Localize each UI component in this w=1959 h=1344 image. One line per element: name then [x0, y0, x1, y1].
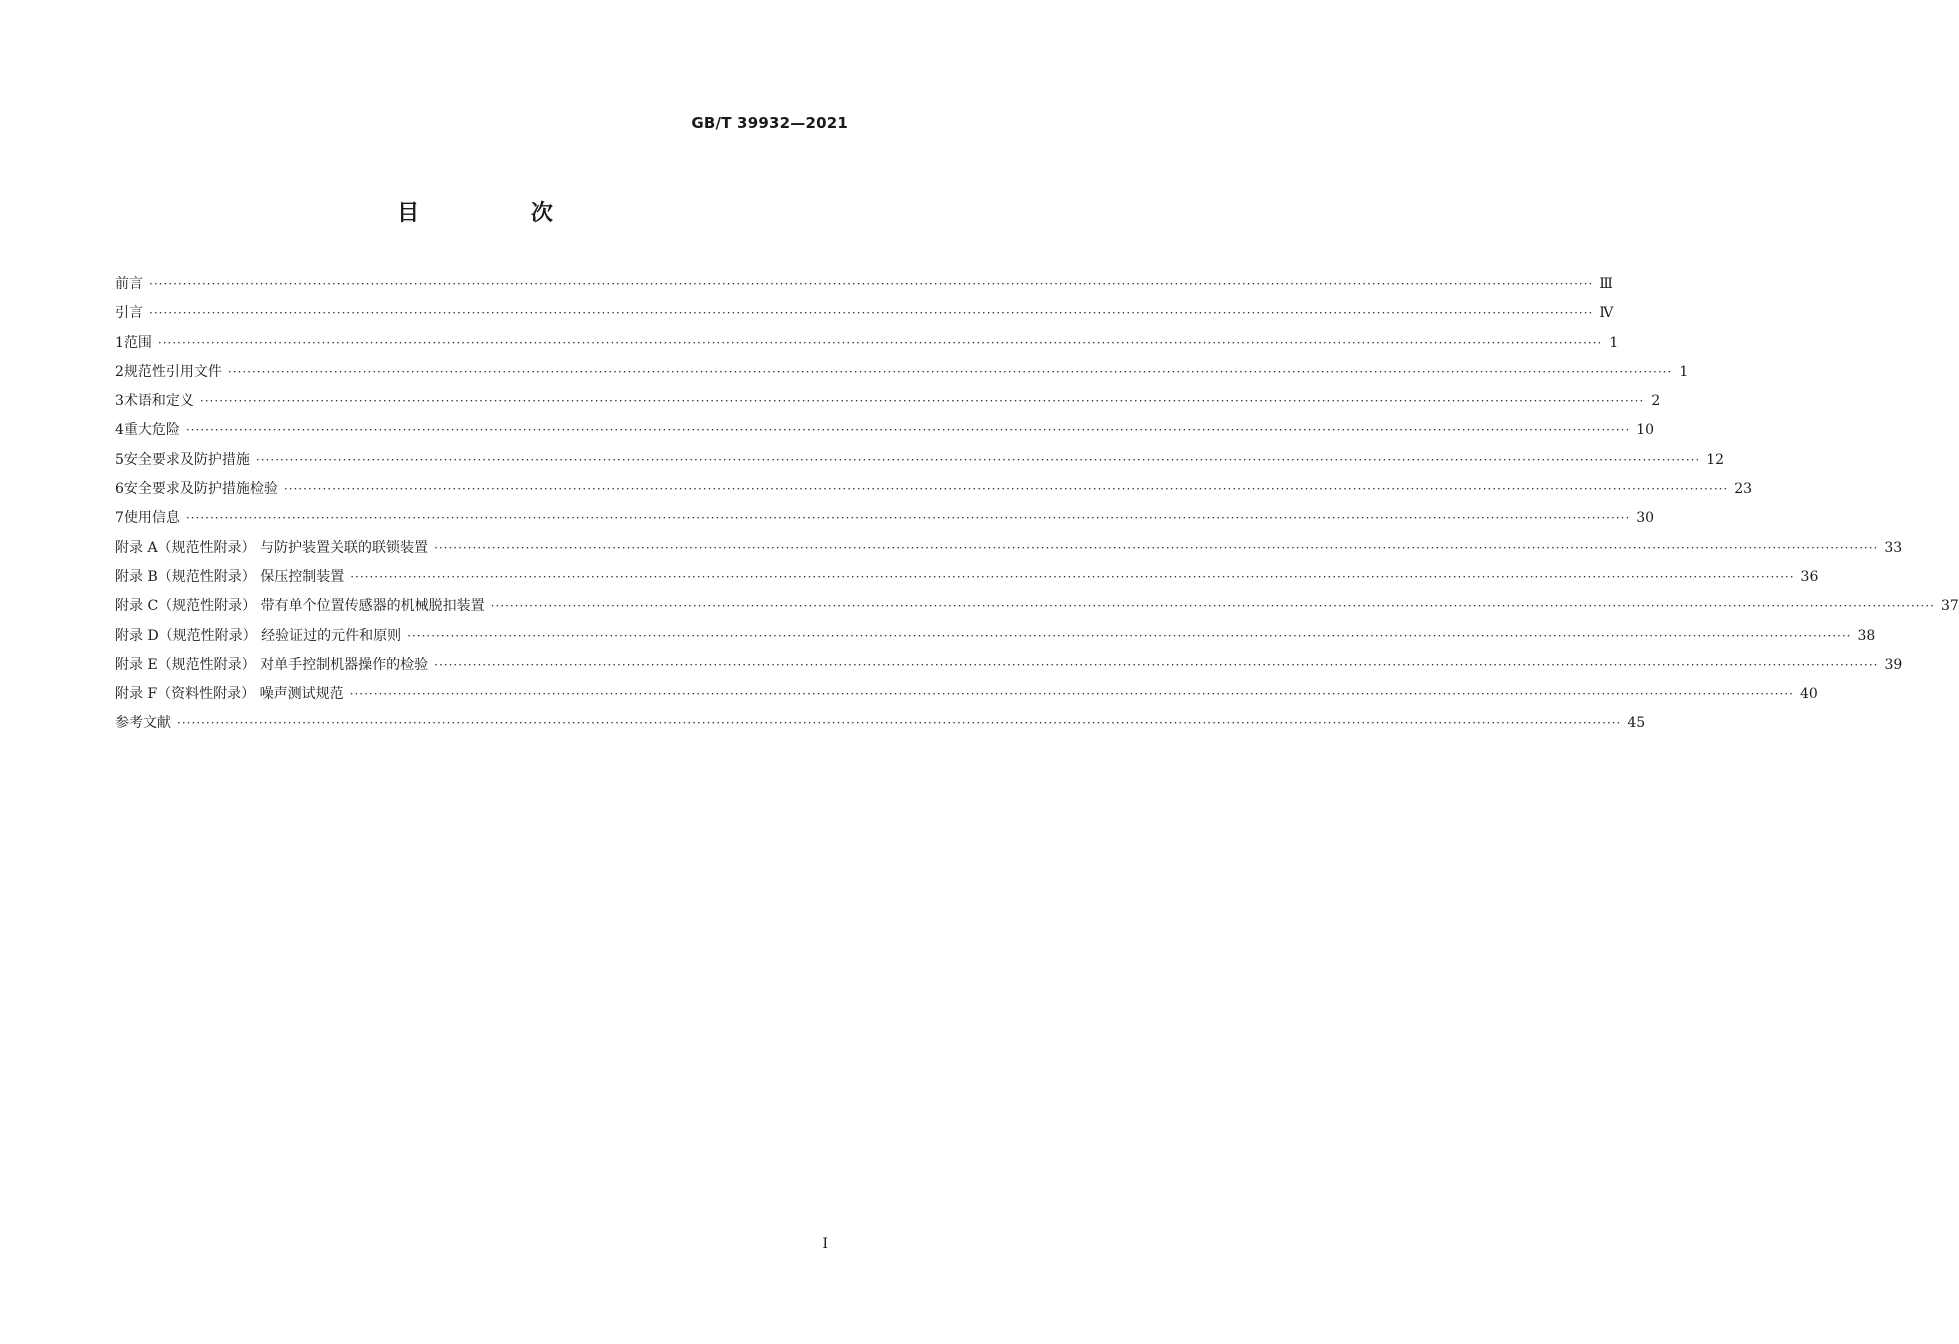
- toc-entry-bibliography[interactable]: [115, 709, 1646, 738]
- toc-entry-number: 4: [115, 422, 124, 439]
- toc-entry-introduction[interactable]: [115, 299, 1614, 328]
- toc-entry-label: 附录 A（规范性附录） 与防护装置关联的联锁装置: [115, 539, 429, 556]
- toc-entry-annex-f[interactable]: [115, 680, 1818, 709]
- toc-entry-annex-b[interactable]: [115, 563, 1819, 592]
- toc-entry-annex-d[interactable]: [115, 622, 1876, 651]
- toc-entry-normative-references[interactable]: [115, 358, 1689, 387]
- toc-leader-dots: ············································································································································································································································································································: [149, 306, 1594, 321]
- toc-entry-hazards[interactable]: [115, 416, 1655, 445]
- toc-leader-dots: ············································································································································································································································································································: [199, 394, 1645, 409]
- page-title: 目 次: [397, 201, 605, 226]
- toc-entry-number: 3: [115, 393, 124, 410]
- toc-entry-page: 39: [1884, 656, 1903, 673]
- toc-entry-page: 36: [1800, 568, 1819, 585]
- toc-entry-annex-a[interactable]: [115, 534, 1903, 563]
- toc-entry-page: 45: [1627, 715, 1646, 732]
- toc-entry-label: 附录 C（规范性附录） 带有单个位置传感器的机械脱扣装置: [115, 598, 485, 615]
- toc-entry-label: 范围: [123, 334, 152, 351]
- page-number: I: [822, 1236, 828, 1252]
- standard-code: GB/T 39932—2021: [691, 114, 848, 132]
- toc-entry-foreword[interactable]: [115, 270, 1613, 299]
- toc-leader-dots: ············································································································································································································································································································: [185, 423, 1631, 438]
- toc-entry-page: 37: [1940, 598, 1959, 615]
- table-of-contents: [115, 270, 1959, 739]
- toc-entry-page: 1: [1609, 334, 1619, 351]
- toc-entry-page: 10: [1636, 422, 1655, 439]
- toc-leader-dots: ············································································································································································································································································································: [434, 540, 1879, 555]
- toc-entry-label: 安全要求及防护措施检验: [123, 481, 278, 498]
- toc-leader-dots: ············································································································································································································································································································: [185, 511, 1631, 526]
- toc-entry-label: 规范性引用文件: [123, 363, 222, 380]
- toc-entry-number: 1: [115, 334, 124, 351]
- toc-leader-dots: ············································································································································································································································································································: [283, 482, 1729, 497]
- toc-entry-annex-e[interactable]: [115, 651, 1903, 680]
- toc-entry-number: 6: [115, 481, 124, 498]
- toc-entry-page: 38: [1857, 627, 1876, 644]
- toc-entry-number: 2: [115, 363, 124, 380]
- toc-leader-dots: ············································································································································································································································································································: [227, 364, 1673, 379]
- toc-entry-number: 5: [115, 451, 124, 468]
- toc-entry-number: 7: [115, 510, 124, 527]
- toc-entry-label: 使用信息: [123, 510, 180, 527]
- toc-entry-label: 引言: [115, 305, 143, 322]
- toc-leader-dots: ············································································································································································································································································································: [407, 628, 1852, 643]
- toc-entry-label: 附录 F（资料性附录） 噪声测试规范: [115, 686, 344, 703]
- toc-leader-dots: ············································································································································································································································································································: [149, 277, 1594, 291]
- toc-entry-terms-definitions[interactable]: [115, 387, 1661, 416]
- toc-entry-label: 重大危险: [123, 422, 180, 439]
- toc-entry-page: Ⅳ: [1599, 305, 1614, 322]
- toc-entry-label: 安全要求及防护措施: [123, 451, 250, 468]
- toc-entry-page: 40: [1799, 686, 1818, 703]
- toc-leader-dots: ············································································································································································································································································································: [350, 569, 1795, 584]
- toc-leader-dots: ············································································································································································································································································································: [349, 687, 1794, 702]
- toc-entry-scope[interactable]: [115, 329, 1619, 358]
- toc-entry-page: 12: [1706, 451, 1725, 468]
- toc-entry-label: 附录 B（规范性附录） 保压控制装置: [115, 568, 345, 585]
- toc-entry-page: 33: [1884, 539, 1903, 556]
- toc-leader-dots: ············································································································································································································································································································: [157, 335, 1603, 350]
- toc-entry-label: 参考文献: [115, 715, 171, 732]
- toc-entry-page: 23: [1734, 481, 1753, 498]
- toc-entry-page: 2: [1651, 393, 1661, 410]
- toc-leader-dots: ············································································································································································································································································································: [177, 716, 1622, 731]
- toc-entry-safety-requirements[interactable]: [115, 446, 1725, 475]
- toc-entry-label: 附录 E（规范性附录） 对单手控制机器操作的检验: [115, 656, 429, 673]
- toc-entry-label: 前言: [115, 276, 143, 292]
- toc-leader-dots: ············································································································································································································································································································: [490, 599, 1935, 614]
- toc-entry-label: 附录 D（规范性附录） 经验证过的元件和原则: [115, 627, 402, 644]
- toc-leader-dots: ············································································································································································································································································································: [434, 657, 1879, 672]
- toc-entry-label: 术语和定义: [123, 393, 194, 410]
- toc-entry-page: 30: [1636, 510, 1655, 527]
- toc-leader-dots: ············································································································································································································································································································: [255, 452, 1701, 467]
- toc-entry-page: Ⅲ: [1599, 276, 1613, 292]
- toc-entry-information-for-use[interactable]: [115, 504, 1655, 533]
- toc-entry-annex-c[interactable]: [115, 592, 1959, 621]
- toc-entry-page: 1: [1679, 363, 1689, 380]
- toc-entry-verification[interactable]: [115, 475, 1753, 504]
